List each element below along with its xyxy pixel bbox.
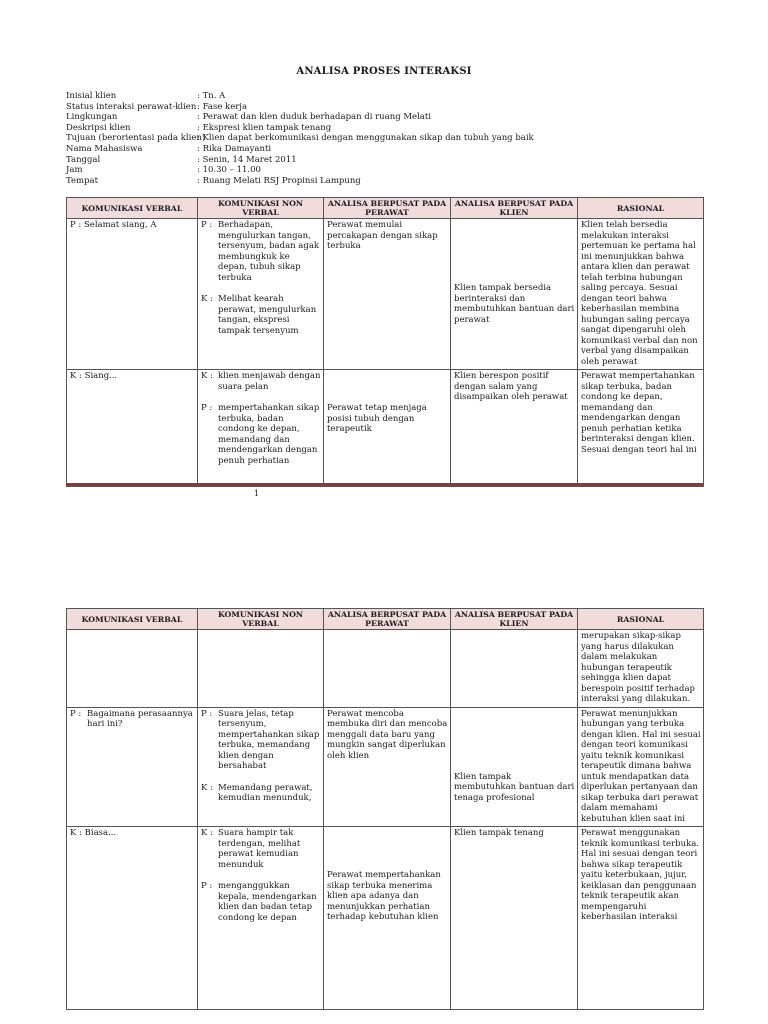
speaker-tag: K : [201, 828, 213, 838]
nonverbal-entry [201, 881, 321, 923]
nonverbal-entry [201, 783, 321, 804]
verbal-text: K : Biasa... [70, 828, 117, 838]
info-value: : Tn. A [197, 91, 225, 102]
cell-verbal [67, 707, 198, 827]
info-row [66, 123, 534, 134]
cell-perawat [324, 827, 451, 1010]
info-row [66, 144, 534, 155]
info-row [66, 102, 534, 113]
nonverbal-text: mempertahankan sikap terbuka, badan condong ke depan, memandang dan mendengarkan dengan penuh perhatian [218, 403, 320, 466]
speaker-tag: P : [201, 403, 213, 413]
speaker-tag: P : [201, 881, 213, 891]
info-row [66, 91, 534, 102]
info-value: : Perawat dan klen duduk berhadapan di ruang Melati [197, 112, 431, 123]
cell-klien [451, 827, 578, 1010]
cell-verbal [67, 827, 198, 1010]
speaker-tag: K : [201, 371, 213, 381]
cell-perawat [324, 630, 451, 708]
klien-text: Klien tampak bersedia berinteraksi dan membutuhkan bantuan dari perawat [454, 283, 575, 325]
nonverbal-entry [201, 828, 321, 870]
klien-text: Klien berespon positif dengan salam yang disampaikan oleh perawat [454, 371, 568, 402]
info-value: : Rika Damayanti [197, 144, 271, 155]
cell-rasional [578, 707, 704, 827]
nonverbal-text: menganggukkan kepala, mendengarkan klien dan badan tetap condong ke depan [218, 881, 317, 923]
nonverbal-text: Melihat kearah perawat, mengulurkan tangan, ekspresi tampak tersenyum [218, 294, 317, 336]
cell-klien [451, 707, 578, 827]
info-label: Jam [66, 165, 83, 176]
info-label: Tujuan (berorientasi pada klien) [66, 133, 206, 144]
header-verbal: KOMUNIKASI VERBAL [67, 609, 198, 630]
info-value: : Ruang Melati RSJ Propinsi Lampung [197, 176, 361, 187]
cell-rasional [578, 219, 704, 370]
nonverbal-entry [201, 371, 321, 392]
nonverbal-entry [201, 709, 321, 772]
rasional-text: merupakan sikap-sikap yang harus dilakukan dalam melakukan hubungan terapeutik sehingga klien dapat berespoin positif terhadap interaksi yang dilakukan. [581, 631, 696, 704]
nonverbal-entry [201, 220, 321, 283]
header-perawat: ANALISA BERPUSAT PADA PERAWAT [324, 198, 451, 219]
table-header-row [67, 198, 704, 219]
cell-verbal [67, 219, 198, 370]
page-footer-divider [66, 483, 703, 486]
client-info [66, 91, 534, 186]
cell-perawat [324, 370, 451, 487]
cell-rasional [578, 827, 704, 1010]
rasional-text: Perawat menunjukkan hubungan yang terbuka dengan klien. Hal ini sesuai dengan teori komunikasi yaitu teknik komunikasi terapeutik dimana bahwa untuk mendapatkan data diperlukan pertanyaan dan sikap terbuka dari perawat dalam memahami kebutuhan klien saat ini [581, 708, 701, 824]
info-label: Tanggal [66, 154, 101, 165]
info-value: : 10.30 – 11.00 [197, 165, 261, 176]
nonverbal-text: klien menjawab dengan suara pelan [218, 371, 321, 392]
cell-nonverbal [198, 219, 324, 370]
info-value: : Fase kerja [197, 102, 247, 113]
cell-klien [451, 370, 578, 487]
header-rasional: RASIONAL [578, 609, 704, 630]
speaker-tag: K : [201, 782, 213, 793]
header-rasional: RASIONAL [578, 198, 704, 219]
cell-nonverbal [198, 630, 324, 708]
verbal-entry [70, 709, 195, 730]
header-klien: ANALISA BERPUSAT PADA KLIEN [451, 609, 578, 630]
cell-rasional [578, 370, 704, 487]
info-label: Lingkungan [66, 112, 118, 123]
cell-nonverbal [198, 707, 324, 827]
info-label: Nama Mahasiswa [66, 143, 143, 154]
cell-perawat [324, 219, 451, 370]
nonverbal-entry [201, 294, 321, 336]
info-value: : Senin, 14 Maret 2011 [197, 155, 297, 166]
info-label: Inisial klien [66, 91, 117, 101]
document-title: ANALISA PROSES INTERAKSI [296, 66, 472, 77]
cell-verbal [67, 630, 198, 708]
cell-nonverbal [198, 370, 324, 487]
perawat-text: Perawat memulai percakapan dengan sikap terbuka [327, 220, 438, 251]
verbal-text: P : Selamat siang, A [70, 220, 157, 230]
nonverbal-text: Suara hampir tak terdengan, melihat perawat kemudian menunduk [218, 828, 301, 870]
perawat-text: Perawat mencoba membuka diri dan mencoba menggali data baru yang mungkin sangat diperlukan oleh klien [327, 708, 448, 761]
info-row [66, 155, 534, 166]
perawat-text: Perawat mempertahankan sikap terbuka menerima klien apa adanya dan menunjukkan perhatian terhadap kebutuhan klien [327, 870, 441, 922]
interaction-table-page1 [66, 197, 704, 487]
cell-klien [451, 219, 578, 370]
cell-verbal [67, 370, 198, 487]
cell-rasional [578, 630, 704, 708]
interaction-table-page2 [66, 608, 704, 1010]
header-perawat: ANALISA BERPUSAT PADA PERAWAT [324, 609, 451, 630]
table-row [67, 707, 704, 827]
info-row [66, 165, 534, 176]
info-label: Deskripsi klien [66, 122, 131, 133]
header-nonverbal: KOMUNIKASI NON VERBAL [198, 609, 324, 630]
table-row [67, 219, 704, 370]
header-verbal: KOMUNIKASI VERBAL [67, 198, 198, 219]
klien-text: Klien tampak membutuhkan bantuan dari tenaga profesional [454, 771, 575, 803]
cell-perawat [324, 707, 451, 827]
nonverbal-text: Berhadapan, mengulurkan tangan, tersenyum, badan agak membungkuk ke depan, tubuh sikap terbuka [218, 220, 320, 283]
info-value: : Klien dapat berkomunikasi dengan menggunakan sikap dan tubuh yang baik [197, 133, 534, 144]
rasional-text: Perawat mempertahankan sikap terbuka, badan condong ke depan, memandang dan mendengarkan dengan penuh perhatian ketika berinteraksi dengan klien. Sesuai dengan teori hal ini [581, 371, 697, 455]
speaker-tag: P : [201, 220, 213, 230]
info-label: Status interaksi perawat-klien [66, 101, 197, 112]
table-row [67, 370, 704, 487]
info-row [66, 176, 534, 187]
info-row [66, 133, 534, 144]
table-row [67, 630, 704, 708]
header-klien: ANALISA BERPUSAT PADA KLIEN [451, 198, 578, 219]
info-value: : Ekspresi klien tampak tenang [197, 123, 331, 134]
verbal-text: Bagaimana perasaannya hari ini? [87, 708, 193, 729]
info-label: Tempat [66, 175, 99, 186]
nonverbal-entry [201, 403, 321, 466]
cell-nonverbal [198, 827, 324, 1010]
klien-text: Klien tampak tenang [454, 828, 544, 838]
info-row [66, 112, 534, 123]
header-nonverbal: KOMUNIKASI NON VERBAL [198, 198, 324, 219]
speaker-tag: P : [70, 708, 82, 719]
nonverbal-text: Suara jelas, tetap tersenyum, mempertahankan sikap terbuka, memandang klien dengan bersahabat [218, 708, 320, 771]
speaker-tag: K : [201, 294, 213, 304]
verbal-text: K : Siang... [70, 371, 118, 381]
speaker-tag: P : [201, 708, 213, 719]
rasional-text: Klien telah bersedia melakukan interaksi pertemuan ke pertama hal ini menunjukkan bahwa antara klien dan perawat telah terbina hubungan saling percaya. Sesuai dengan teori bahwa keberhasilan membina hubungan saling percaya sangat dipengaruhi oleh komunikasi verbal dan non verbal yang disampaikan oleh perawat [581, 220, 698, 367]
table-header-row [67, 609, 704, 630]
page-number: 1 [254, 489, 260, 498]
table-row [67, 827, 704, 1010]
cell-klien [451, 630, 578, 708]
perawat-text: Perawat tetap menjaga posisi tubuh dengan terapeutik [327, 403, 427, 434]
nonverbal-text: Memandang perawat, kemudian menunduk, [218, 782, 313, 803]
rasional-text: Perawat menggunakan teknik komunikasi terbuka. Hal ini sesuai dengan teori bahwa sikap terapeutik yaitu keterbukaan, jujur, keiklasan dan penggunaan teknik terapeutik akan mempengaruhi keberhasilan interaksi [581, 828, 699, 922]
